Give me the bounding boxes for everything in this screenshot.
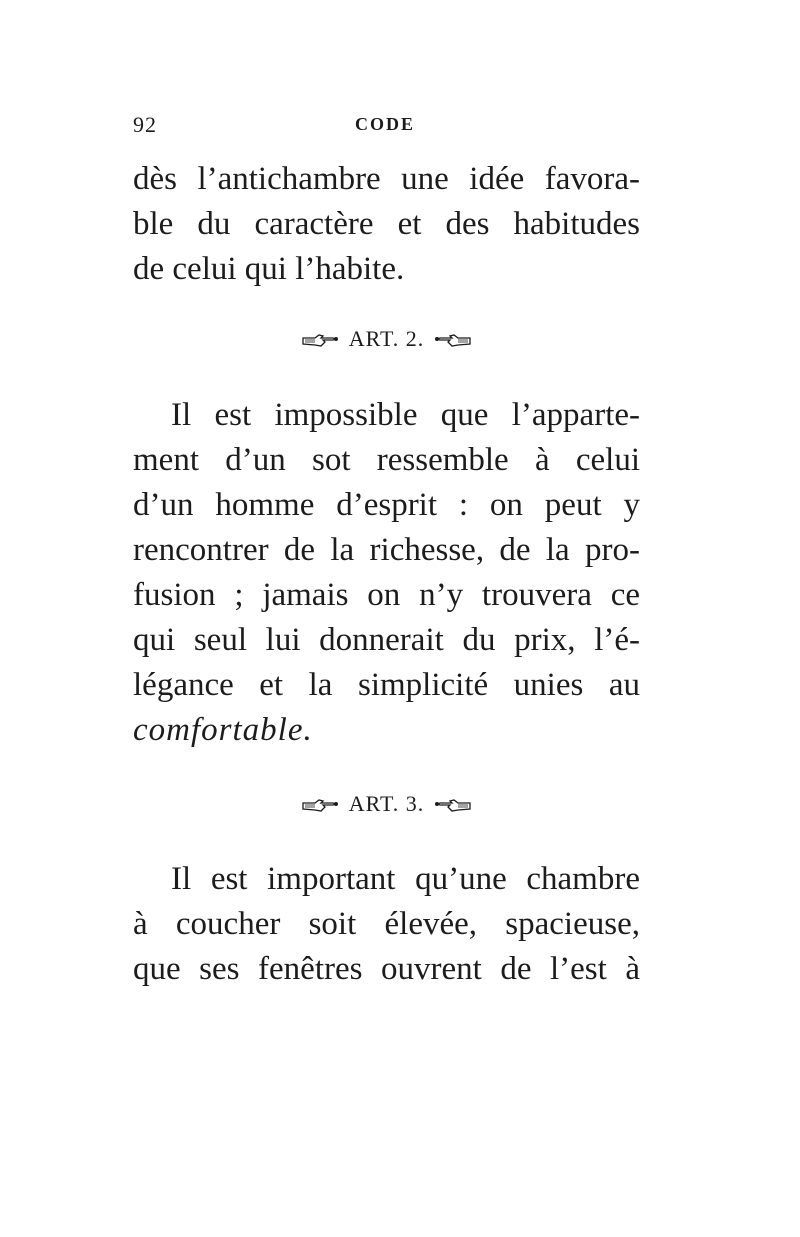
text-line: dès l’antichambre une idée favora- [133,161,640,197]
text-line: qui seul lui donnerait du prix, l’é- [133,622,640,658]
article-3-heading [133,786,640,822]
pointing-hand-left-icon [434,795,472,813]
text-line: à coucher soit élevée, spacieuse, [133,906,640,942]
text-line: ment d’un sot ressemble à celui [133,442,640,478]
text-line: légance et la simplicité unies au [133,667,640,703]
running-head: CODE [355,114,416,134]
text-line: de celui qui l’habite. [133,251,405,287]
page-number: 92 [133,112,157,137]
article-2-heading [133,321,640,357]
text-line: fusion ; jamais on n’y trouvera ce [133,577,640,613]
text-line: rencontrer de la richesse, de la pro- [133,532,640,568]
pointing-hand-left-icon [434,330,472,348]
text-line: Il est impossible que l’apparte- [171,397,640,433]
continuation-paragraph [133,157,640,292]
text-line: que ses fenêtres ouvrent de l’est à [133,951,640,987]
pointing-hand-right-icon [301,330,339,348]
article-3-label: ART. 3. [348,791,425,816]
pointing-hand-right-icon [301,795,339,813]
page-header [133,112,640,142]
italic-text-line: comfortable. [133,712,313,748]
text-line: d’un homme d’esprit : on peut y [133,487,640,523]
text-line: ble du caractère et des habitudes [133,206,640,242]
article-2-paragraph [133,393,640,753]
article-2-label: ART. 2. [348,326,425,351]
text-line: Il est important qu’une chambre [171,861,640,897]
article-3-paragraph [133,857,640,992]
